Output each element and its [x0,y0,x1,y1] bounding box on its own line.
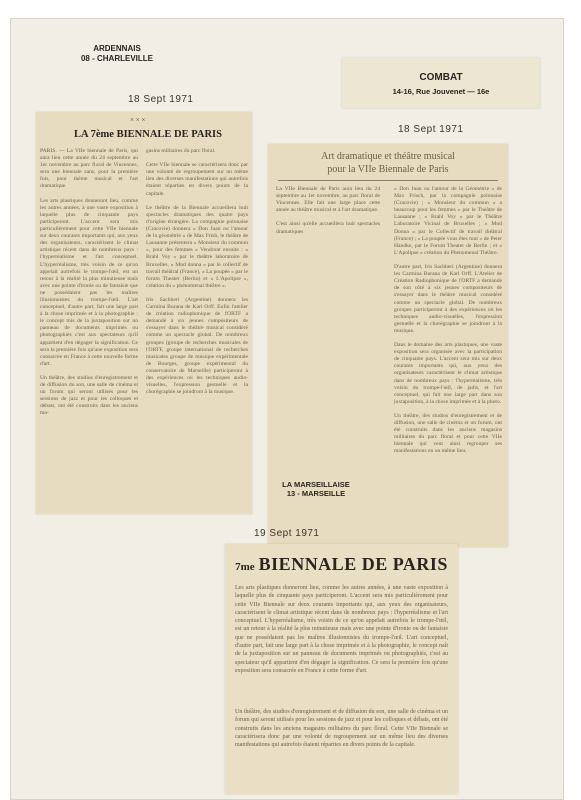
headline-rule [278,180,498,181]
article-column-1: PARIS. — La VIIe biennale de Paris, qui aura lieu cette année du 24 septembre au 1er novembre au parc floral de Vincennes, sera une biennale sans, pour la première fois, pour thème musical et l'art dramatique. Les arts plastiques donneront lieu, comme les autres années, à une vaste exposition à laquelle plus de cinquante pays participeront. L'accent sera mis particulièrement pour cette VIIe biennale sur deux courants importants qui, aux yeux des organisateurs, caractérisent le climat artistique récent dans de nombreux pays : l'hyperréalisme et l'art conceptuel. L'hyperréalisme, très voisin de ce qu'on appelait autrefois le trompe-l'œil, est un retour à la réalité la plus minutieuse mais avec une pointe d'ironie ou de fantaisie que ne possédaient pas les maîtres illusionnistes du trompe-l'œil. L'art conceptuel, d'autre part, fait une large part à la chose imprimée et à la photographie : le concept mis de la juxtaposition sur un panneau de documents imprimés ou photographiés c'est aux spectateurs qu'il appartient d'en dégager la signification. Ce sera la première fois qu'une exposition sera consacrée en France à cette nouvelle forme d'art. Un théâtre, des studios d'enregistrement et de diffusion du son, une salle de cinéma et un forum qui seront utilisés pour les sessions de jazz et pour les colloques et débats, ont été construits dans les anciens ma- [40,148,138,417]
clipping-marseillaise [225,544,458,794]
date-stamp: 19 Sept 1971 [254,528,320,539]
stars-ornament: × × × [130,116,146,124]
masthead-address: 14-16, Rue Jouvenet — 16e [392,87,490,96]
article-paragraph-2: Un théâtre, des studios d'enregistrement et de diffusion du son, une salle de cinéma et un forum qui seront utilisés pour les sessions de jazz et pour les colloques et débats, ont été construits dans les anciens magasins militaires du parc floral. Cette VIIe Biennale se caractérisera donc par une volonté de regroupement sur un même lieu des diverses manifestations qui autrefois étaient réparties en divers points de la capitale. [235,709,450,749]
masthead-address: 13 - MARSEILLE [286,489,346,499]
article-headline: LA 7ème BIENNALE DE PARIS [74,129,222,140]
date-stamp: 18 Sept 1971 [398,124,464,135]
article-column-2: « Don Juan ou l'amour de la Géométrie » de Max Frisch, par la compagnie polonaise (Cracovie) ; « Monsieur du commun » a beaucoup pour les femmes » par le Théâtre de Lausanne ; « Brahl Voy » par le Théâtre Laboratoire Vicinal de Bruxelles ; « Mnd Donna » par le Collectif de travail théâtral (France) ; « La poupée vous êtes tout » de Peter Handke, par le Forum Theater de Berlin ; et « L'Apolipse » création du Phenomenal Théâtre. D'autre part, Iris Sachheri (Argentine) donnera les Carmina Burana de Karl Orff. L'Atelier de Création Radiophonique de l'ORTF a demandé de son côté à six jeunes compositeurs de s'essayer dans le théâtre musical considéré comme un spectacle global. De nombreux groupes participeront à des expériences où les techniques audio-visuelles, l'expression gestuelle et la chorégraphie se joindront à la musique. Dans le domaine des arts plastiques, une vaste exposition sera organisée avec la participation de cinquante pays. L'accent sera mis sur deux courants importants qui, aux yeux des organisateurs caractérisent le climat artistique dans de nombreux pays : l'hyperréalisme, très voisin du trompe-l'œil, de jadis, et l'art conceptuel, qui fait une large part dans son juxtaposition, à la chose imprimée et à la photo. Un théâtre, des studios d'enregistrement et de diffusion, une salle de cinéma et un forum, ont été construits dans les anciens magasins militaires du parc floral et pour cette VIIe biennale qui veut ainsi regrouper ses manifestations en un même lieu. [394,186,502,455]
masthead-title: LA MARSEILLAISE [282,480,350,489]
article-paragraph-1: Les arts plastiques donneront lieu, comme les autres années, à une vaste exposition à laquelle plus de cinquante pays participeront. L'accent sera mis particulièrement pour cette VIIe Biennale sur deux courants importants qui, aux yeux des organisateurs, caractérisent le climat artistique récent dans de nombreux pays : l'hyperréalisme et l'art conceptuel. L'hyperréalisme, très voisin de ce qu'on appelait autrefois le trompe-l'œil, est un retour à la réalité la plus minutieuse mais avec une pointe d'ironie ou de fantaisie que ne possédaient pas les maîtres illusionnistes du trompe-l'œil. L'art conceptuel, d'autre part, fait une large part à la chose imprimée et à la photographie, le concept naît de la juxtaposition sur un panneau de documents imprimés ou photographiés, c'est au spectateur qu'il appartient d'en dégager la signification. Ce sera la première fois qu'une exposition sera consacrée en France à cette forme d'art. [235,585,450,674]
article-headline [268,150,508,176]
masthead-address: 08 - CHARLEVILLE [80,54,153,63]
masthead-marseillaise [262,480,370,499]
article-column-1: La VIIe Biennale de Paris aura lieu du 24 septembre au 1er novembre, au parc floral de Vincennes. Elle fait une large place cette année au théâtre musical et à l'art dramatique. C'est ainsi qu'elle accueillera huit spectacles dramatiques [276,186,380,235]
clipping-ardennais [36,112,252,514]
headline-main: BIENNALE DE PARIS [258,554,448,574]
masthead-title: COMBAT [419,72,463,83]
article-column-2: gasins militaires du parc floral. Cette VIIe biennale se caractérisera donc par une volonté de regroupement sur un même lieu des diverses manifestations qui autrefois étaient réparties en divers points de la capitale. Le théâtre de la Biennale accueillera huit spectacles dramatiques des quatre pays d'origine étrangère. La compagnie polonaise (Cracovie) donnera « Don Juan ou l'amour de la géométrie » de Max Frish, le théâtre de Lausanne présentera « Monsieur du commun », pour des femmes » Vendront ensuite : « Brahl Voy » par le théâtre laboratoire de Bruxelles, « Mnd donna » par le collectif de travail théâtral (France), « La poupée » par le forum Theater (Berlin) et « L'Apolipse », création du « phénomenal théâtre ». Iris Sachheri (Argentine) donnera les Carmina Burana de Karl Orff. Enfin l'atelier de création radiophonique de l'ORTF a demandé à six jeunes compositeurs de s'essayer dans le théâtre musical considéré comme un spectacle global. De nombreux groupes (groupe de recherches musicales de l'ORTF, groupe international de recherches musicales groupe de musique expérimentale de Bourges, groupe expérimental du conservatoire de Marseille) participeront à des expériences où les techniques audio-visuelles, l'expression gestuelle et la chorégraphie se joindront à la musique. [146,148,248,396]
headline-line-1: Art dramatique et théâtre musical [321,151,455,162]
headline-prefix: 7me [235,561,255,573]
date-stamp: 18 Sept 1971 [128,94,194,105]
article-headline [225,554,458,575]
masthead-combat [342,58,540,108]
masthead-title: ARDENNAIS [93,44,141,53]
masthead-ardennais [62,44,172,64]
headline-line-2: pour la VIIe Biennale de Paris [327,164,449,175]
